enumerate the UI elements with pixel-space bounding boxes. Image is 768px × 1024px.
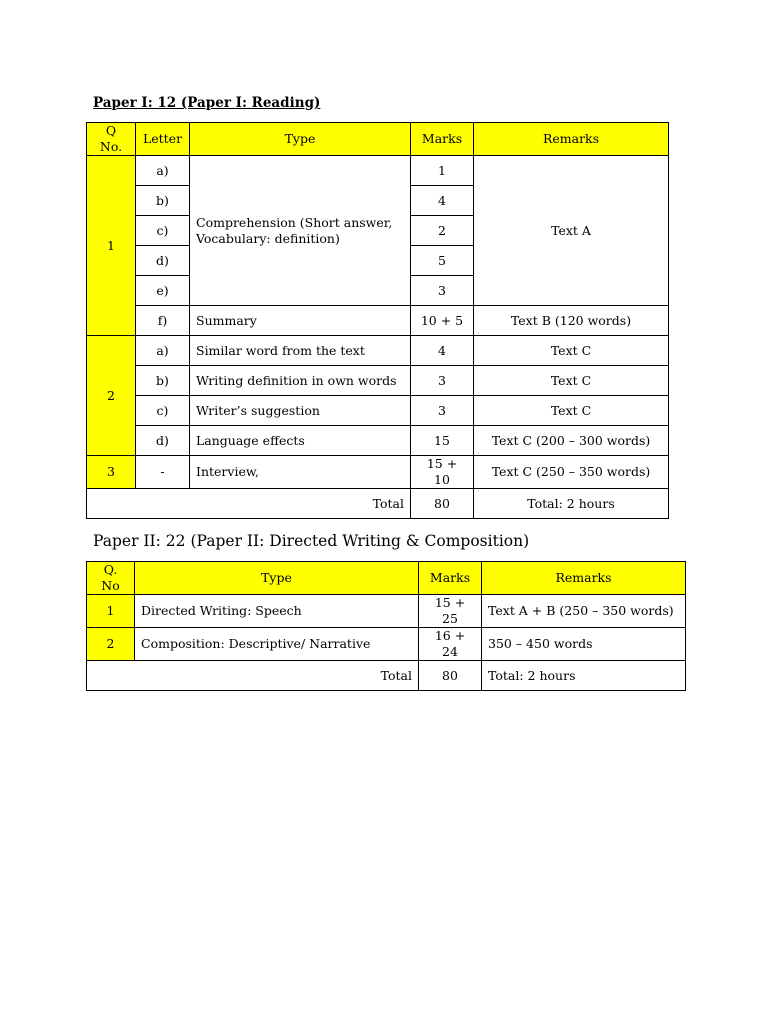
header-qno: Q. No	[87, 562, 135, 595]
letter-cell: b)	[136, 186, 190, 216]
header-type: Type	[135, 562, 419, 595]
letter-cell: f)	[136, 306, 190, 336]
remarks-cell: Text A	[474, 156, 669, 306]
table-row	[87, 628, 686, 661]
remarks-cell: Text A + B (250 – 350 words)	[482, 595, 686, 628]
remarks-cell: Text C	[474, 336, 669, 366]
header-marks: Marks	[411, 123, 474, 156]
total-label: Total	[87, 489, 411, 519]
header-type: Type	[190, 123, 411, 156]
table-row	[87, 456, 669, 489]
type-cell: Interview,	[190, 456, 411, 489]
table-row	[87, 336, 669, 366]
table-header-row	[87, 123, 669, 156]
type-cell: Similar word from the text	[190, 336, 411, 366]
letter-cell: c)	[136, 396, 190, 426]
question-number: 2	[87, 628, 135, 661]
question-number: 1	[87, 156, 136, 336]
marks-cell: 10 + 5	[411, 306, 474, 336]
total-remarks: Total: 2 hours	[482, 661, 686, 691]
marks-cell: 3	[411, 366, 474, 396]
type-cell: Language effects	[190, 426, 411, 456]
letter-cell: b)	[136, 366, 190, 396]
paper2-table	[86, 561, 686, 691]
letter-cell: e)	[136, 276, 190, 306]
total-marks: 80	[411, 489, 474, 519]
header-remarks: Remarks	[474, 123, 669, 156]
letter-cell: a)	[136, 336, 190, 366]
remarks-cell: Text B (120 words)	[474, 306, 669, 336]
letter-cell: d)	[136, 426, 190, 456]
marks-cell: 15	[411, 426, 474, 456]
table-row	[87, 396, 669, 426]
type-cell: Directed Writing: Speech	[135, 595, 419, 628]
header-qno: Q No.	[87, 123, 136, 156]
table-row	[87, 426, 669, 456]
marks-cell: 16 + 24	[419, 628, 482, 661]
total-label: Total	[87, 661, 419, 691]
total-row	[87, 661, 686, 691]
total-marks: 80	[419, 661, 482, 691]
marks-cell: 2	[411, 216, 474, 246]
letter-cell: d)	[136, 246, 190, 276]
marks-cell: 5	[411, 246, 474, 276]
marks-cell: 1	[411, 156, 474, 186]
table-row	[87, 306, 669, 336]
letter-cell: a)	[136, 156, 190, 186]
paper1-table	[86, 122, 669, 519]
marks-cell: 15 + 10	[411, 456, 474, 489]
remarks-cell: Text C (250 – 350 words)	[474, 456, 669, 489]
remarks-cell: Text C	[474, 396, 669, 426]
question-number: 2	[87, 336, 136, 456]
header-marks: Marks	[419, 562, 482, 595]
question-number: 1	[87, 595, 135, 628]
type-cell: Writing definition in own words	[190, 366, 411, 396]
total-remarks: Total: 2 hours	[474, 489, 669, 519]
marks-cell: 15 + 25	[419, 595, 482, 628]
table-row	[87, 595, 686, 628]
remarks-cell: Text C	[474, 366, 669, 396]
type-cell: Summary	[190, 306, 411, 336]
type-cell: Comprehension (Short answer, Vocabulary: definition)	[190, 156, 411, 306]
header-letter: Letter	[136, 123, 190, 156]
total-row	[87, 489, 669, 519]
table-header-row	[87, 562, 686, 595]
remarks-cell: Text C (200 – 300 words)	[474, 426, 669, 456]
table-row	[87, 366, 669, 396]
marks-cell: 3	[411, 396, 474, 426]
paper1-title: Paper I: 12 (Paper I: Reading)	[93, 95, 321, 111]
type-cell: Writer’s suggestion	[190, 396, 411, 426]
header-remarks: Remarks	[482, 562, 686, 595]
letter-cell: c)	[136, 216, 190, 246]
marks-cell: 4	[411, 186, 474, 216]
paper2-title: Paper II: 22 (Paper II: Directed Writing & Composition)	[93, 532, 530, 550]
marks-cell: 3	[411, 276, 474, 306]
remarks-cell: 350 – 450 words	[482, 628, 686, 661]
type-cell: Composition: Descriptive/ Narrative	[135, 628, 419, 661]
question-number: 3	[87, 456, 136, 489]
marks-cell: 4	[411, 336, 474, 366]
letter-cell: -	[136, 456, 190, 489]
table-row	[87, 156, 669, 186]
